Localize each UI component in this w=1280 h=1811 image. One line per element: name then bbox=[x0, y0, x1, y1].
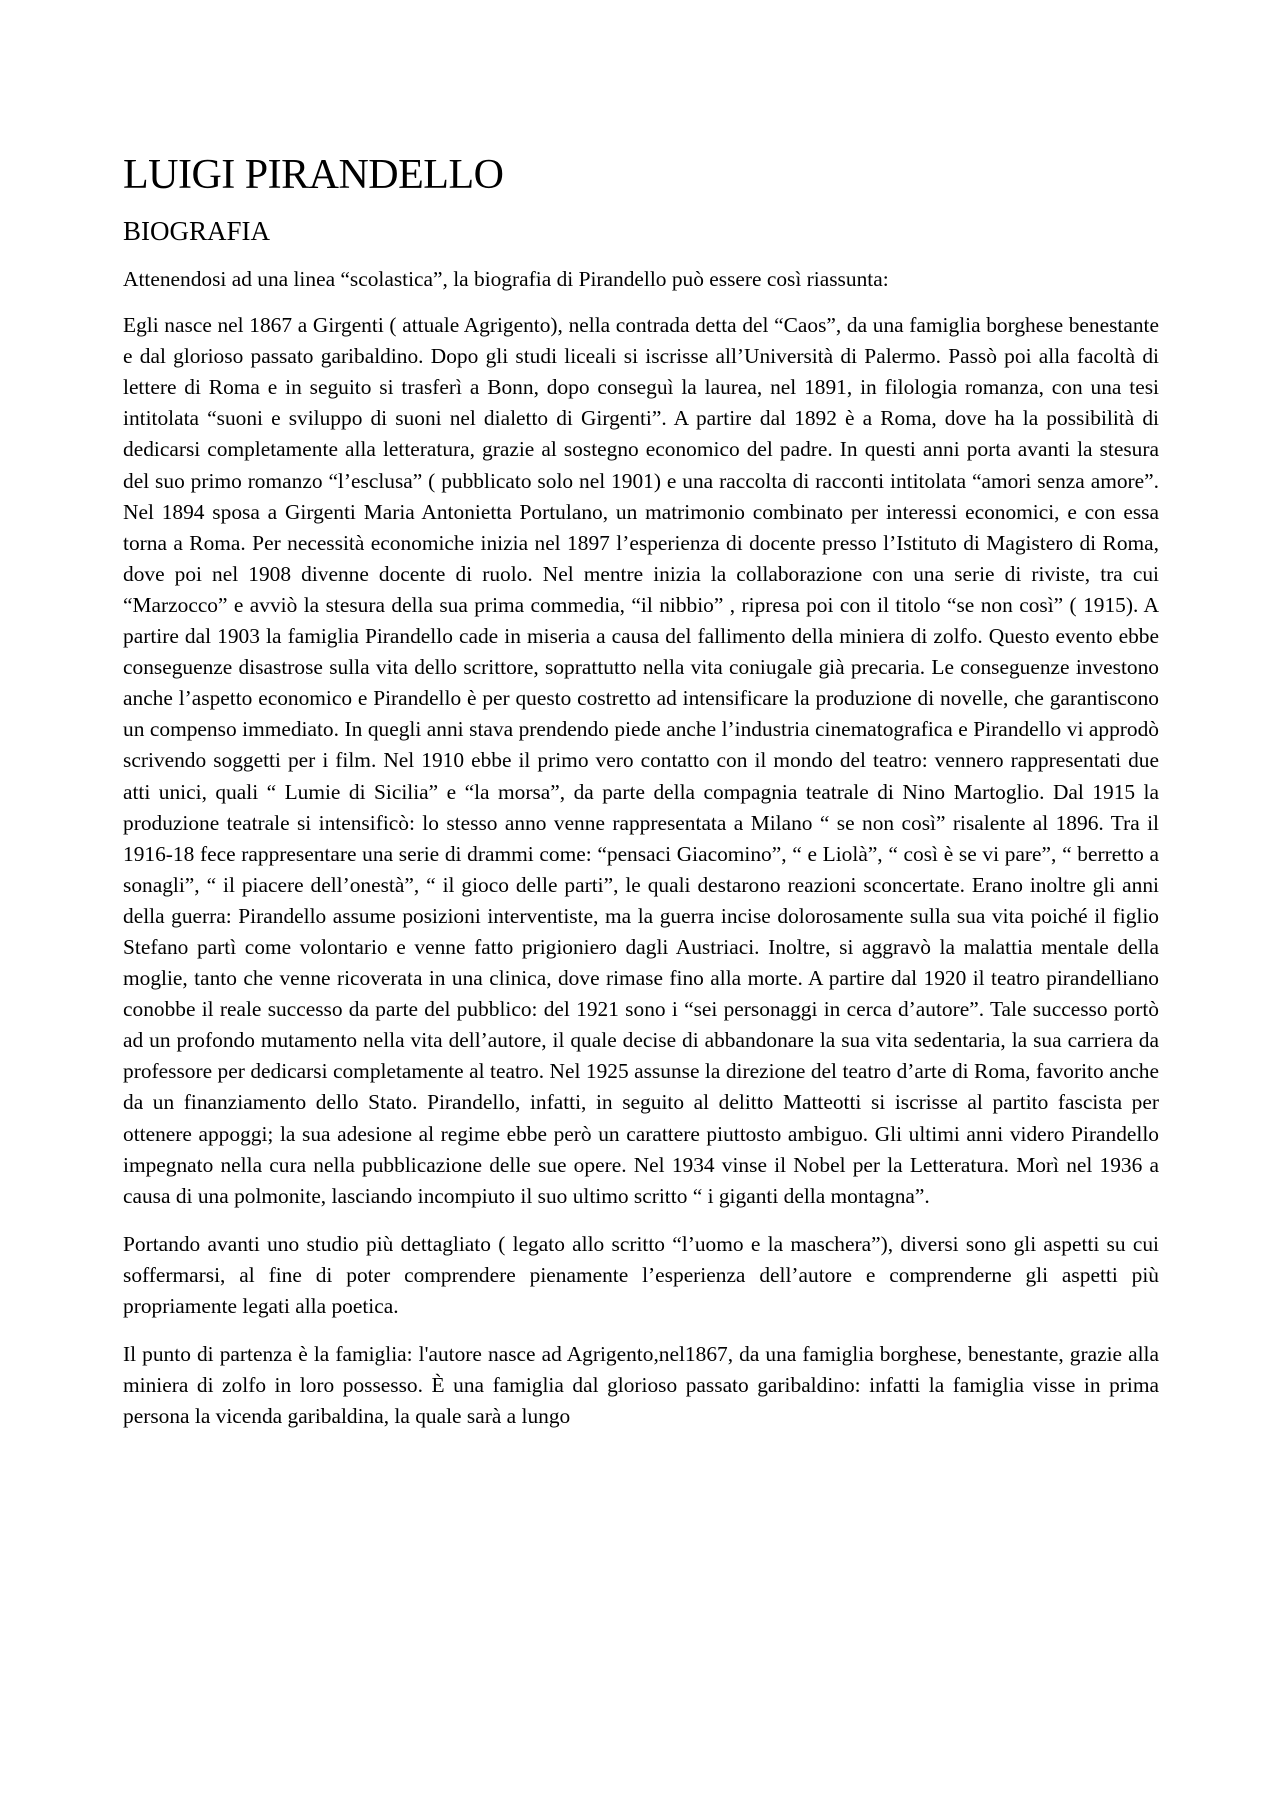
paragraph-study: Portando avanti uno studio più dettagliato ( legato allo scritto “l’uomo e la maschera”), diversi sono gli aspetti su cui soffermarsi, al fine di poter comprendere pienamente l’esperienza dell’autore e comprenderne gli aspetti più propriamente legati alla poetica. bbox=[123, 1231, 1159, 1318]
paragraph-biography: Egli nasce nel 1867 a Girgenti ( attuale Agrigento), nella contrada detta del “Caos”, da una famiglia borghese benestante e dal glorioso passato garibaldino. Dopo gli studi liceali si iscrisse all’Università di Palermo. Passò poi alla facoltà di lettere di Roma e in seguito si trasferì a Bonn, dopo conseguì la laurea, nel 1891, in filologia romanza, con una tesi intitolata “suoni e sviluppo di suoni nel dialetto di Girgenti”. A partire dal 1892 è a Roma, dove ha la possibilità di dedicarsi completamente alla letteratura, grazie al sostegno economico del padre. In questi anni porta avanti la stesura del suo primo romanzo “l’esclusa” ( pubblicato solo nel 1901) e una raccolta di racconti intitolata “amori senza amore”. Nel 1894 sposa a Girgenti Maria Antonietta Portulano, un matrimonio combinato per interessi economici, e con essa torna a Roma. Per necessità economiche inizia nel 1897 l’esperienza di docente presso l’Istituto di Magistero di Roma, dove poi nel 1908 divenne docente di ruolo. Nel mentre inizia la collaborazione con una serie di riviste, tra cui “Marzocco” e avviò la stesura della sua prima commedia, “il nibbio” , ripresa poi con il titolo “se non così” ( 1915). A partire dal 1903 la famiglia Pirandello cade in miseria a causa del fallimento della miniera di zolfo. Questo evento ebbe conseguenze disastrose sulla vita dello scrittore, soprattutto nella vita coniugale già precaria. Le conseguenze investono anche l’aspetto economico e Pirandello è per questo costretto ad intensificare la produzione di novelle, che garantiscono un compenso immediato. In quegli anni stava prendendo piede anche l’industria cinematografica e Pirandello vi approdò scrivendo soggetti per i film. Nel 1910 ebbe il primo vero contatto con il mondo del teatro: vennero rappresentati due atti unici, quali “ Lumie di Sicilia” e “la morsa”, da parte della compagnia teatrale di Nino Martoglio. Dal 1915 la produzione teatrale si intensificò: lo stesso anno venne rappresentata a Milano “ se non così” risalente al 1896. Tra il 1916-18 fece rappresentare una serie di drammi come: “pensaci Giacomino”, “ e Liolà”, “ così è se vi pare”, “ berretto a sonagli”, “ il piacere dell’onestà”, “ il gioco delle parti”, le quali destarono reazioni sconcertate. Erano inoltre gli anni della guerra: Pirandello assume posizioni interventiste, ma la guerra incise dolorosamente sulla sua vita poiché il figlio Stefano partì come volontario e venne fatto prigioniero dagli Austriaci. Inoltre, si aggravò la malattia mentale della moglie, tanto che venne ricoverata in una clinica, dove rimase fino alla morte. A partire dal 1920 il teatro pirandelliano conobbe il reale successo da parte del pubblico: del 1921 sono i “sei personaggi in cerca d’autore”. Tale successo portò ad un profondo mutamento nella vita dell’autore, il quale decise di abbandonare la sua vita sedentaria, la sua carriera da professore per dedicarsi completamente al teatro. Nel 1925 assunse la direzione del teatro d’arte di Roma, favorito anche da un finanziamento dello Stato. Pirandello, infatti, in seguito al delitto Matteotti si iscrisse al partito fascista per ottenere appoggi; la sua adesione al regime ebbe però un carattere piuttosto ambiguo. Gli ultimi anni videro Pirandello impegnato nella cura nella pubblicazione delle sue opere. Nel 1934 vinse il Nobel per la Letteratura. Morì nel 1936 a causa di una polmonite, lasciando incompiuto il suo ultimo scritto “ i giganti della montagna”. bbox=[123, 313, 1159, 1208]
document-title: LUIGI PIRANDELLO bbox=[123, 152, 504, 198]
paragraph-intro: Attenendosi ad una linea “scolastica”, la biografia di Pirandello può essere così riassunta: bbox=[123, 267, 889, 291]
document-page bbox=[123, 150, 1159, 1432]
section-heading-biografia: BIOGRAFIA bbox=[123, 216, 271, 246]
paragraph-family: Il punto di partenza è la famiglia: l'autore nasce ad Agrigento,nel1867, da una famiglia borghese, benestante, grazie alla miniera di zolfo in loro possesso. È una famiglia dal glorioso passato garibaldino: infatti la famiglia visse in prima persona la vicenda garibaldina, la quale sarà a lungo bbox=[123, 1342, 1159, 1429]
